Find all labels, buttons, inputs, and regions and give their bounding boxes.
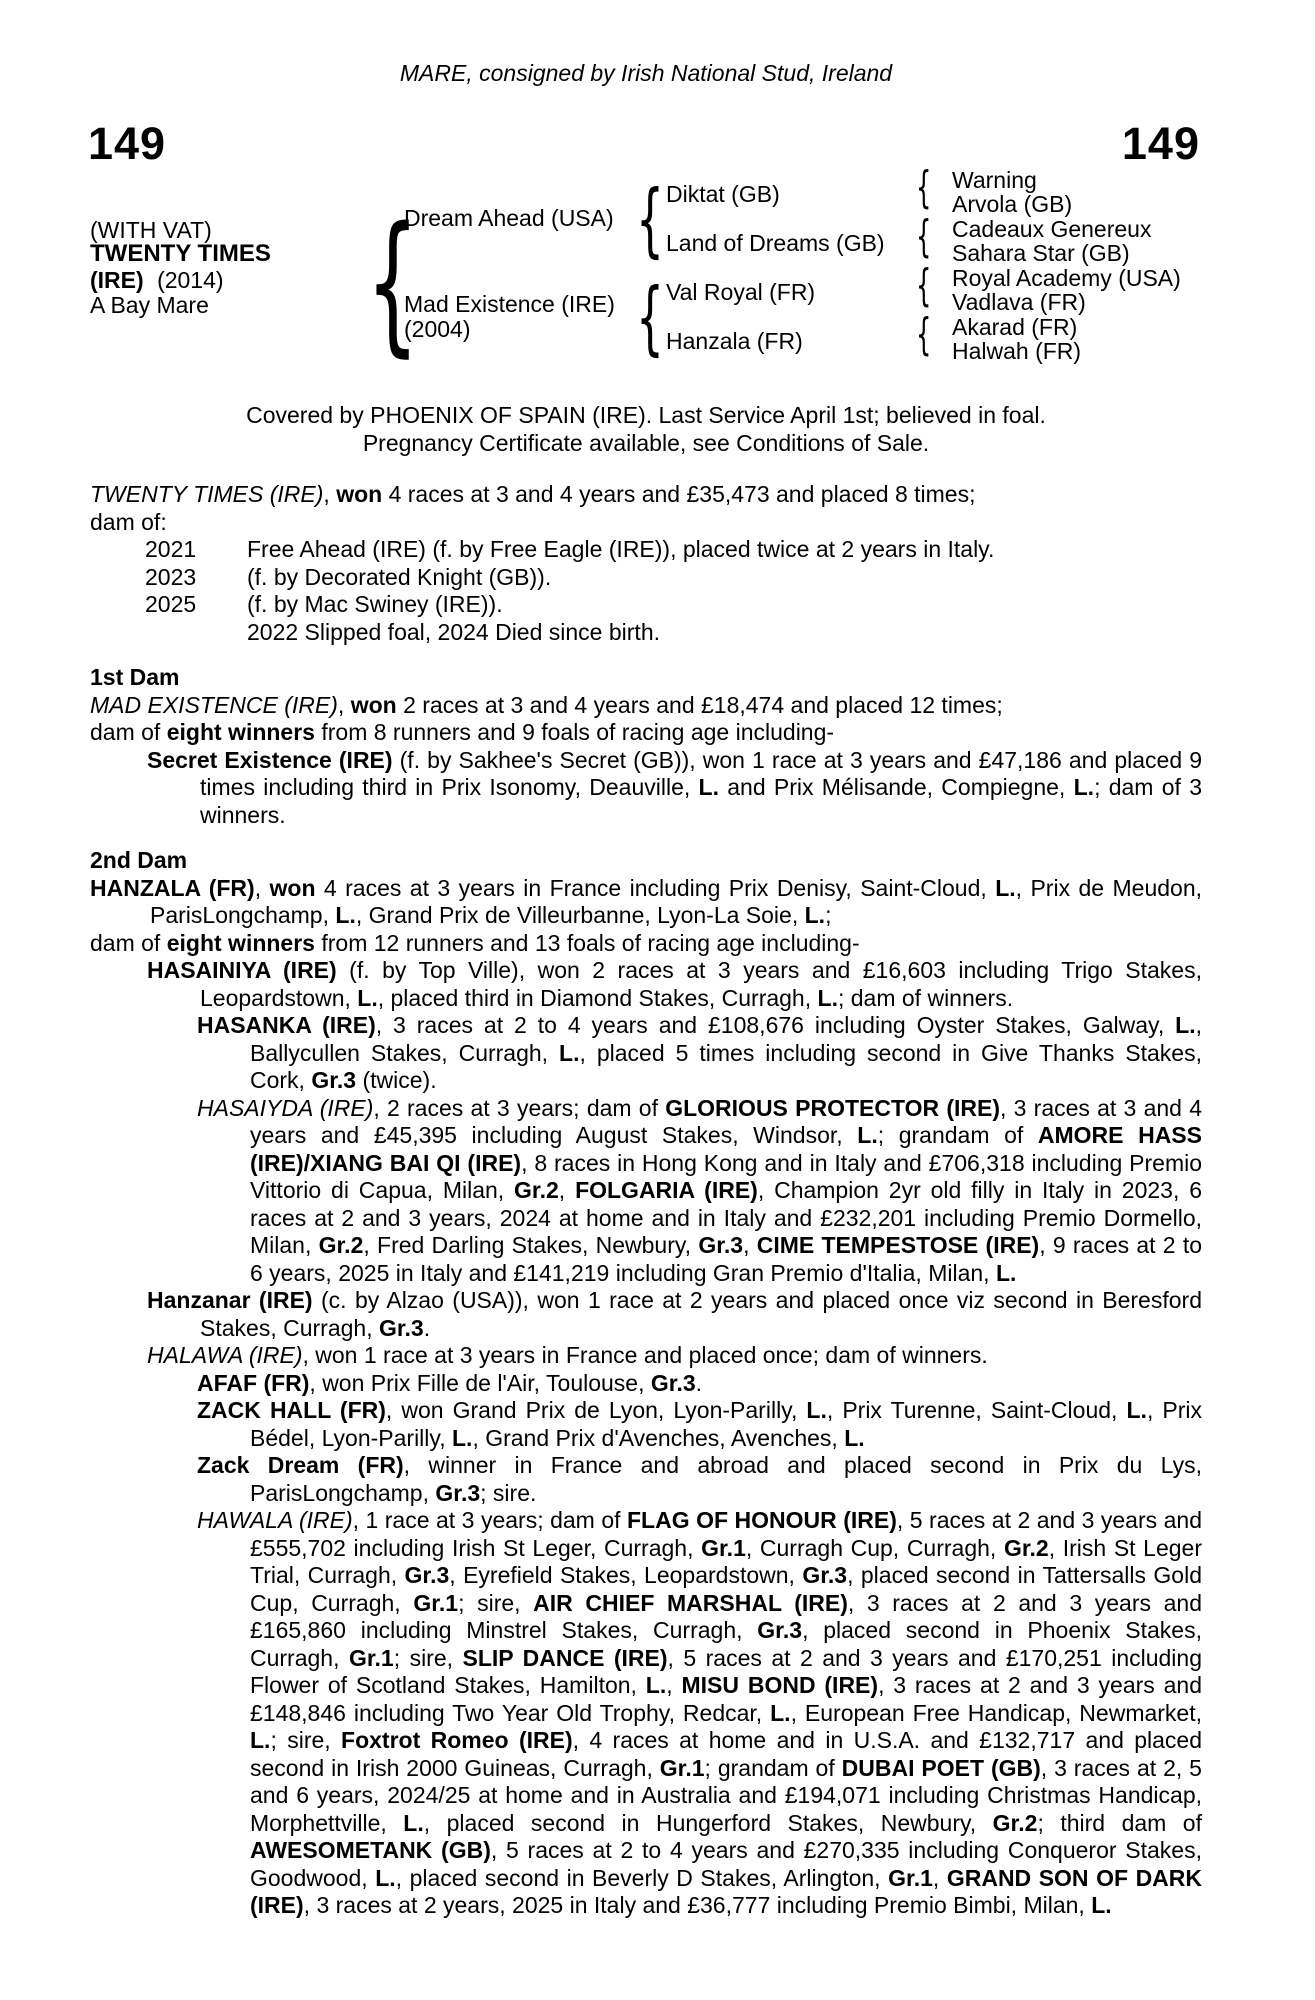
text-run: , placed 5 times including second in Give Thanks Stakes, Cork,: [250, 1039, 1202, 1093]
text-run: Gr.3: [378, 1314, 424, 1341]
text-run: L.: [770, 1699, 791, 1726]
text-run: SLIP DANCE (IRE): [462, 1644, 668, 1671]
text-run: dam of:: [90, 508, 167, 535]
text-run: L.: [995, 1259, 1017, 1286]
text-run: , won Grand Prix de Lyon, Lyon-Parilly,: [385, 1397, 807, 1423]
text-run: , 3 races at 2 to 4 years and £108,676 including Oyster Stakes, Galway,: [375, 1012, 1176, 1038]
text-run: from 12 runners and 13 foals of racing age including-: [314, 929, 860, 956]
subject-suffix-line: [90, 268, 224, 293]
catalogue-paragraph: [90, 481, 1202, 509]
text-run: eight winners: [166, 929, 315, 956]
produce-year: 2021: [145, 536, 197, 562]
text-run: L.: [857, 1122, 878, 1148]
text-run: ; dam of winners.: [837, 984, 1014, 1011]
text-run: 2 races at 3 and 4 years and £18,474 and placed 12 times;: [396, 691, 1003, 718]
text-run: , 4 races at home and in U.S.A. and £132,717 and placed second in Irish 2000 Guineas, Curragh,: [250, 1727, 1203, 1781]
sire-name: Dream Ahead (USA): [404, 205, 614, 231]
first-dam-section: [90, 692, 1202, 830]
produce-row: [90, 591, 1202, 619]
text-run: HASAINIYA (IRE): [147, 957, 337, 983]
gen4-name: Royal Academy (USA): [952, 265, 1181, 291]
text-run: AFAF (FR): [197, 1369, 310, 1396]
catalogue-paragraph: [90, 1397, 1202, 1452]
text-run: Gr.1: [659, 1754, 705, 1781]
text-run: , 3 races at 2 and 3 years and £165,860 including Minstrel Stakes, Curragh,: [250, 1589, 1202, 1643]
produce-record-entries: [90, 536, 1202, 646]
text-run: L.: [559, 1039, 580, 1066]
second-dam-heading: 2nd Dam: [90, 847, 188, 873]
pedigree-brace-sire: {: [636, 173, 664, 266]
text-run: L.: [804, 902, 826, 928]
text-run: Gr.3: [698, 1232, 744, 1258]
text-run: GRAND SON OF DARK (IRE): [250, 1864, 1203, 1918]
produce-row: [90, 536, 1202, 564]
first-dam-heading: 1st Dam: [90, 664, 180, 690]
text-run: , 3 races at 2, 5 and 6 years, 2024/25 at home and in Australia and £194,071 including Christmas Handicap, Morphettville,: [250, 1754, 1202, 1836]
text-run: , Prix de Meudon, ParisLongchamp,: [150, 874, 1202, 928]
with-vat-label: (WITH VAT): [90, 217, 212, 243]
text-run: L.: [698, 774, 719, 800]
text-run: Gr.1: [701, 1534, 746, 1561]
produce-text: (f. by Mac Swiney (IRE)).: [247, 591, 503, 617]
catalogue-paragraph: [90, 875, 1202, 930]
produce-year: 2023: [145, 563, 197, 590]
text-run: HASAIYDA (IRE): [197, 1094, 374, 1121]
produce-text: 2022 Slipped foal, 2024 Died since birth.: [247, 618, 661, 645]
catalogue-body: [90, 402, 1202, 1920]
text-run: Gr.3: [650, 1369, 696, 1396]
text-run: , won 1 race at 3 years in France and placed once; dam of winners.: [302, 1342, 988, 1368]
text-run: won: [269, 874, 316, 901]
text-run: (twice).: [356, 1067, 437, 1093]
text-run: ZACK HALL (FR): [197, 1397, 386, 1423]
catalogue-paragraph: [90, 1507, 1202, 1920]
text-run: AMORE HASS (IRE)/XIANG BAI QI (IRE): [250, 1122, 1202, 1176]
text-run: HASANKA (IRE): [197, 1012, 376, 1038]
text-run: Gr.3: [311, 1067, 357, 1093]
gen4-name: Sahara Star (GB): [952, 240, 1130, 266]
text-run: , won Prix Fille de l'Air, Toulouse,: [309, 1369, 651, 1396]
text-run: .: [423, 1314, 431, 1341]
text-run: GLORIOUS PROTECTOR (IRE): [665, 1094, 1000, 1121]
text-run: FOLGARIA (IRE): [575, 1177, 758, 1203]
catalogue-paragraph: [90, 1452, 1202, 1507]
gen4-name: Akarad (FR): [952, 314, 1078, 340]
text-run: ,: [323, 481, 337, 507]
text-run: , placed second in Phoenix Stakes, Curragh,: [250, 1617, 1202, 1671]
second-dam-section: [90, 875, 1202, 1920]
text-run: , Curragh Cup, Curragh,: [745, 1534, 1004, 1561]
text-run: MISU BOND (IRE): [681, 1672, 879, 1698]
text-run: (c. by Alzao (USA)), won 1 race at 2 years and placed once viz second in Beresford Stakes, Curragh,: [200, 1287, 1202, 1341]
catalogue-paragraph: [90, 1287, 1202, 1342]
sire-dam-name: Land of Dreams (GB): [666, 230, 885, 256]
gen4-name: Warning: [952, 167, 1037, 193]
text-run: ; third dam of: [1037, 1809, 1202, 1836]
text-run: , 5 races at 2 and 3 years and £170,251 including Flower of Scotland Stakes, Hamilton,: [250, 1644, 1203, 1698]
text-run: L.: [451, 1424, 473, 1451]
text-run: , 1 race at 3 years; dam of: [352, 1507, 627, 1533]
gen4-name: Halwah (FR): [952, 338, 1082, 364]
gen4-name: Vadlava (FR): [952, 289, 1086, 315]
text-run: HAWALA (IRE): [197, 1507, 353, 1533]
pedigree-brace-dam: {: [636, 271, 664, 364]
catalogue-paragraph: [90, 930, 1202, 958]
text-run: Gr.2: [1003, 1534, 1049, 1561]
covering-line-1: Covered by PHOENIX OF SPAIN (IRE). Last Service April 1st; believed in foal.: [246, 402, 1046, 428]
text-run: ; sire.: [480, 1479, 537, 1506]
text-run: Gr.2: [318, 1232, 364, 1258]
text-run: ,: [666, 1672, 682, 1698]
text-run: , placed second in Beverly D Stakes, Arlington,: [395, 1864, 889, 1891]
text-run: L.: [375, 1864, 396, 1891]
pedigree-brace-main: {: [366, 194, 420, 371]
produce-row: [90, 564, 1202, 592]
text-run: , Prix Turenne, Saint-Cloud,: [826, 1397, 1127, 1423]
dam-dam-name: Hanzala (FR): [666, 328, 803, 354]
gen4-name: Cadeaux Genereux: [952, 216, 1152, 242]
text-run: , 8 races in Hong Kong and in Italy and £706,318 including Premio Vittorio di Capua, Milan,: [250, 1149, 1202, 1203]
catalogue-paragraph: [90, 509, 1202, 537]
text-run: , placed second in Tattersalls Gold Cup, Curragh,: [250, 1562, 1202, 1616]
text-run: , 3 races at 2 years, 2025 in Italy and £36,777 including Premio Bimbi, Milan,: [303, 1892, 1092, 1918]
text-run: L.: [817, 984, 838, 1011]
text-run: , 3 races at 3 and 4 years and £45,395 including August Stakes, Windsor,: [250, 1094, 1202, 1148]
pedigree-brace-gen4-3: {: [916, 260, 932, 311]
text-run: , 9 races at 2 to 6 years, 2025 in Italy and £141,219 including Gran Premio d'Italia, Milan,: [250, 1232, 1203, 1286]
text-run: TWENTY TIMES (IRE): [90, 481, 324, 507]
text-run: L.: [806, 1397, 827, 1423]
catalogue-paragraph: [90, 692, 1202, 720]
catalogue-paragraph: [90, 747, 1202, 830]
text-run: ,: [558, 1177, 576, 1203]
text-run: , 5 races at 2 to 4 years and £270,335 including Conqueror Stakes, Goodwood,: [250, 1837, 1202, 1891]
text-run: , Prix Bédel, Lyon-Parilly,: [250, 1397, 1202, 1451]
pedigree-brace-gen4-4: {: [916, 309, 932, 360]
catalogue-paragraph: [90, 1370, 1202, 1398]
text-run: 4 races at 3 years in France including Prix Denisy, Saint-Cloud,: [315, 874, 996, 901]
sire-sire-name: Diktat (GB): [666, 181, 780, 207]
text-run: Gr.1: [888, 1864, 933, 1891]
text-run: L.: [645, 1672, 667, 1698]
text-run: FLAG OF HONOUR (IRE): [627, 1507, 897, 1533]
text-run: won: [350, 691, 397, 718]
produce-row: [90, 619, 1202, 647]
text-run: (f. by Top Ville), won 2 races at 3 years and £16,603 including Trigo Stakes, Leopardstown,: [200, 957, 1202, 1011]
text-run: ; grandam of: [704, 1754, 842, 1781]
lot-number-right: 149: [1121, 118, 1200, 169]
subject-foaling-year: (2014): [157, 267, 224, 293]
text-run: L.: [357, 984, 378, 1011]
text-run: , Ballycullen Stakes, Curragh,: [250, 1012, 1202, 1066]
text-run: .: [695, 1369, 703, 1396]
text-run: L.: [1091, 1892, 1112, 1918]
text-run: ; grandam of: [877, 1122, 1038, 1148]
text-run: , Irish St Leger Trial, Curragh,: [250, 1534, 1203, 1588]
text-run: ; sire,: [393, 1644, 463, 1671]
text-run: dam of: [90, 929, 167, 956]
text-run: , 2 races at 3 years; dam of: [373, 1094, 666, 1121]
pedigree-brace-gen4-1: {: [916, 162, 932, 213]
text-run: dam of: [90, 719, 167, 745]
text-run: , Grand Prix d'Avenches, Avenches,: [472, 1424, 845, 1451]
text-run: , Grand Prix de Villeurbanne, Lyon-La Soie,: [355, 902, 805, 928]
text-run: Secret Existence (IRE): [147, 746, 393, 773]
text-run: L.: [250, 1727, 271, 1753]
text-run: Gr.2: [992, 1809, 1038, 1836]
text-run: Gr.1: [413, 1589, 459, 1616]
subject-name: TWENTY TIMES: [90, 240, 271, 267]
text-run: , Eyrefield Stakes, Leopardstown,: [449, 1562, 803, 1588]
text-run: ; dam of 3 winners.: [200, 774, 1202, 828]
text-run: Gr.3: [404, 1562, 450, 1588]
produce-text: Free Ahead (IRE) (f. by Free Eagle (IRE)), placed twice at 2 years in Italy.: [247, 536, 995, 562]
text-run: DUBAI POET (GB): [841, 1754, 1041, 1781]
text-run: CIME TEMPESTOSE (IRE): [756, 1232, 1040, 1258]
text-run: ,: [254, 874, 270, 901]
text-run: , 5 races at 2 and 3 years and £555,702 including Irish St Leger, Curragh,: [250, 1507, 1202, 1561]
text-run: Hanzanar (IRE): [147, 1287, 313, 1313]
text-run: , placed second in Hungerford Stakes, Newbury,: [423, 1809, 993, 1836]
text-run: Gr.3: [435, 1479, 481, 1506]
catalogue-paragraph: [90, 719, 1202, 747]
pedigree-table: [90, 120, 1220, 395]
covering-statement: [90, 402, 1202, 457]
text-run: L.: [1175, 1012, 1196, 1038]
consignor-line: MARE, consigned by Irish National Stud, Ireland: [399, 60, 893, 86]
pedigree-brace-gen4-2: {: [916, 211, 932, 262]
lot-number-left: 149: [88, 118, 167, 169]
text-run: , Fred Darling Stakes, Newbury,: [363, 1232, 699, 1258]
text-run: AWESOMETANK (GB): [250, 1837, 491, 1863]
text-run: 4 races at 3 and 4 years and £35,473 and placed 8 times;: [382, 481, 976, 507]
catalogue-paragraph: [90, 1342, 1202, 1370]
dam-sire-name: Val Royal (FR): [666, 279, 816, 305]
text-run: L.: [335, 902, 356, 928]
catalogue-paragraph: [90, 1095, 1202, 1288]
gen4-name: Arvola (GB): [952, 191, 1073, 217]
text-run: L.: [844, 1424, 865, 1451]
catalogue-paragraph: [90, 1012, 1202, 1095]
text-run: eight winners: [166, 719, 315, 745]
produce-year: [145, 619, 247, 647]
dam-name: Mad Existence (IRE): [404, 291, 615, 317]
text-run: ; sire,: [458, 1589, 534, 1616]
text-run: Zack Dream (FR): [197, 1452, 404, 1478]
produce-text: (f. by Decorated Knight (GB)).: [247, 563, 552, 590]
text-run: , 3 races at 2 and 3 years and £148,846 including Two Year Old Trophy, Redcar,: [250, 1672, 1203, 1726]
text-run: L.: [1073, 774, 1095, 800]
produce-record-intro: [90, 481, 1202, 536]
text-run: , placed third in Diamond Stakes, Curragh,: [377, 984, 818, 1011]
text-run: L.: [995, 874, 1016, 901]
text-run: , Champion 2yr old filly in Italy in 2023, 6 races at 2 and 3 years, 2024 at home and in Italy and £232,201 including Premio Dormello, Milan,: [250, 1177, 1202, 1258]
text-run: L.: [403, 1809, 424, 1836]
text-run: ,: [743, 1232, 757, 1258]
covering-line-2: Pregnancy Certificate available, see Conditions of Sale.: [362, 429, 930, 456]
text-run: L.: [1126, 1397, 1147, 1423]
text-run: Gr.3: [802, 1562, 848, 1588]
catalogue-paragraph: [90, 957, 1202, 1012]
produce-year: 2025: [145, 591, 197, 617]
text-run: AIR CHIEF MARSHAL (IRE): [533, 1589, 848, 1616]
text-run: ,: [337, 691, 351, 718]
text-run: HANZALA (FR): [90, 874, 255, 901]
text-run: , winner in France and abroad and placed second in Prix du Lys, ParisLongchamp,: [250, 1452, 1203, 1506]
text-run: (f. by Sakhee's Secret (GB)), won 1 race at 3 years and £47,186 and placed 9 times including third in Prix Isonomy, Deauville,: [200, 746, 1203, 800]
text-run: ; sire,: [270, 1727, 342, 1753]
text-run: ;: [825, 902, 832, 928]
subject-description: A Bay Mare: [90, 292, 209, 318]
text-run: MAD EXISTENCE (IRE): [90, 691, 338, 718]
text-run: Gr.2: [514, 1177, 559, 1203]
text-run: from 8 runners and 9 foals of racing age including-: [314, 719, 835, 745]
text-run: Foxtrot Romeo (IRE): [341, 1727, 573, 1753]
text-run: , European Free Handicap, Newmarket,: [790, 1699, 1202, 1726]
text-run: HALAWA (IRE): [147, 1342, 303, 1368]
subject-country-suffix: (IRE): [90, 267, 144, 293]
dam-foaling-year: (2004): [404, 316, 471, 342]
text-run: and Prix Mélisande, Compiegne,: [718, 774, 1074, 800]
text-run: Gr.3: [757, 1617, 803, 1643]
text-run: ,: [932, 1864, 947, 1891]
text-run: Gr.1: [348, 1644, 394, 1671]
text-run: won: [336, 481, 383, 507]
